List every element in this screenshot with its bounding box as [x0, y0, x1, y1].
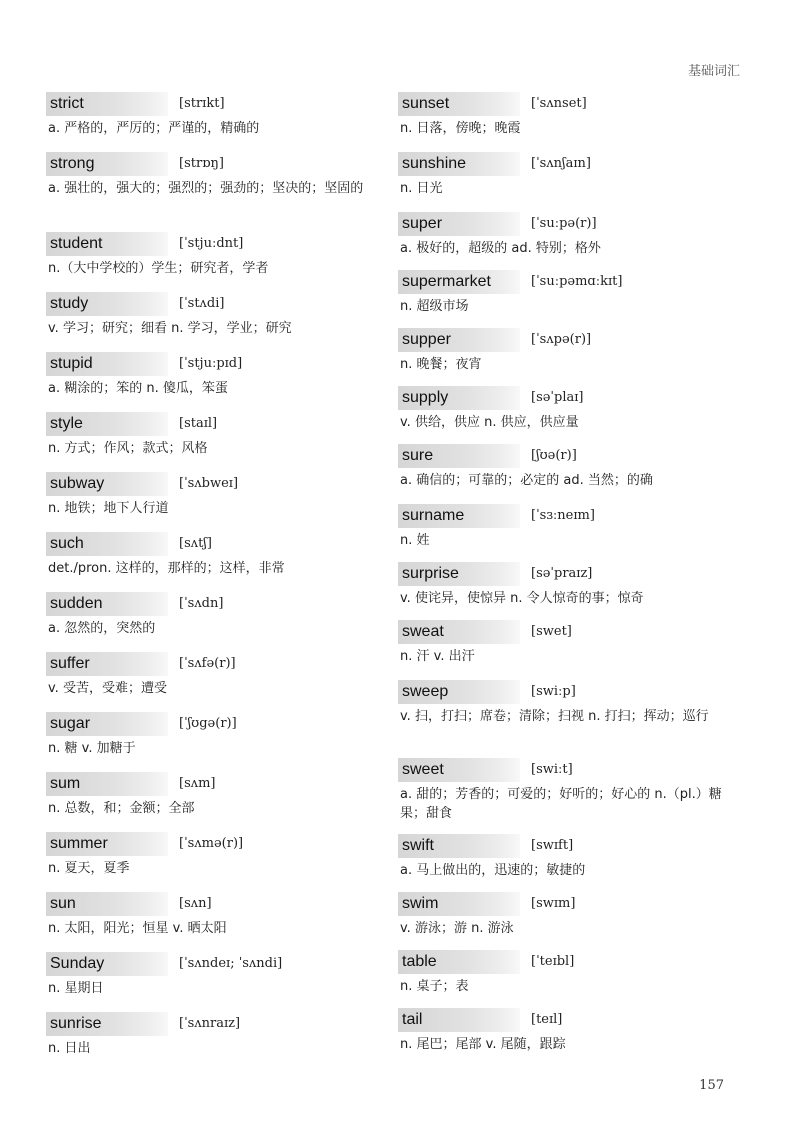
definition: a. 糊涂的；笨的 n. 傻瓜，笨蛋: [48, 381, 228, 396]
phonetic-transcription: [swɪm]: [531, 896, 576, 911]
phonetic-transcription: [teɪl]: [531, 1012, 563, 1027]
dictionary-entry: [398, 504, 728, 550]
definition: n. 汗 v. 出汗: [400, 649, 475, 664]
dictionary-entry: [46, 532, 376, 578]
headword: sudden: [46, 592, 168, 616]
phonetic-transcription: [swiːp]: [531, 684, 576, 699]
definition: n. 地铁；地下人行道: [48, 501, 169, 516]
dictionary-entry: [398, 834, 728, 880]
definition: n.（大中学校的）学生；研究者，学者: [48, 261, 269, 276]
phonetic-transcription: [ˈsɜːneɪm]: [531, 508, 595, 523]
entry-headword-row: [46, 472, 376, 497]
definition: a. 甜的；芳香的；可爱的；好听的；好心的 n.（pl.）糖果；甜食: [400, 787, 722, 821]
headword: supermarket: [398, 270, 520, 294]
phonetic-transcription: [ˈsʌnraɪz]: [179, 1016, 241, 1031]
dictionary-entry: [46, 952, 376, 998]
dictionary-entry: [46, 232, 376, 278]
definition: v. 使诧异，使惊异 n. 令人惊奇的事；惊奇: [400, 591, 644, 606]
entry-headword-row: [398, 1008, 728, 1033]
headword: suffer: [46, 652, 168, 676]
phonetic-transcription: [səˈplaɪ]: [531, 390, 584, 405]
headword: supply: [398, 386, 520, 410]
phonetic-transcription: [ˈstjuːpɪd]: [179, 356, 243, 371]
dictionary-entry: [46, 892, 376, 938]
entry-headword-row: [398, 620, 728, 645]
definition: n. 姓: [400, 533, 430, 548]
dictionary-entry: [46, 832, 376, 878]
headword: study: [46, 292, 168, 316]
dictionary-entry: [398, 950, 728, 996]
dictionary-entry: [398, 92, 728, 138]
phonetic-transcription: [ˈsʌnʃaɪn]: [531, 156, 591, 171]
definition: n. 桌子；表: [400, 979, 469, 994]
definition: n. 日落，傍晚；晚霞: [400, 121, 521, 136]
definition: a. 强壮的，强大的；强烈的；强劲的；坚决的；坚固的: [48, 181, 364, 196]
dictionary-entry: [46, 152, 376, 198]
dictionary-entry: [46, 472, 376, 518]
dictionary-entry: [46, 772, 376, 818]
headword: sun: [46, 892, 168, 916]
entry-headword-row: [398, 950, 728, 975]
entry-headword-row: [46, 892, 376, 917]
phonetic-transcription: [ˈsʌpə(r)]: [531, 332, 592, 347]
entry-headword-row: [398, 386, 728, 411]
entry-headword-row: [46, 712, 376, 737]
section-header: 基础词汇: [687, 64, 740, 79]
definition: a. 忽然的，突然的: [48, 621, 156, 636]
phonetic-transcription: [strɪkt]: [179, 96, 225, 111]
phonetic-transcription: [ˈteɪbl]: [531, 954, 575, 969]
entry-headword-row: [46, 592, 376, 617]
dictionary-entry: [46, 292, 376, 338]
headword: sunrise: [46, 1012, 168, 1036]
phonetic-transcription: [ˈstjuːdnt]: [179, 236, 244, 251]
entry-headword-row: [398, 834, 728, 859]
dictionary-entry: [46, 92, 376, 138]
headword: sweep: [398, 680, 520, 704]
headword: surprise: [398, 562, 520, 586]
phonetic-transcription: [swiːt]: [531, 762, 573, 777]
entry-headword-row: [398, 892, 728, 917]
entry-headword-row: [398, 152, 728, 177]
definition: a. 马上做出的，迅速的；敏捷的: [400, 863, 586, 878]
entry-headword-row: [398, 212, 728, 237]
definition: v. 学习；研究；细看 n. 学习，学业；研究: [48, 321, 292, 336]
dictionary-entry: [398, 270, 728, 316]
headword: swim: [398, 892, 520, 916]
phonetic-transcription: [strɒŋ]: [179, 156, 224, 171]
definition: det./pron. 这样的，那样的；这样，非常: [48, 561, 285, 576]
headword: subway: [46, 472, 168, 496]
definition: n. 日出: [48, 1041, 91, 1056]
headword: sweet: [398, 758, 520, 782]
entry-headword-row: [46, 1012, 376, 1037]
phonetic-transcription: [swɪft]: [531, 838, 574, 853]
phonetic-transcription: [ʃʊə(r)]: [531, 448, 577, 463]
headword: tail: [398, 1008, 520, 1032]
headword: summer: [46, 832, 168, 856]
phonetic-transcription: [sʌn]: [179, 896, 212, 911]
headword: Sunday: [46, 952, 168, 976]
entry-headword-row: [398, 270, 728, 295]
entry-headword-row: [46, 652, 376, 677]
dictionary-entry: [398, 680, 728, 726]
phonetic-transcription: [swet]: [531, 624, 572, 639]
phonetic-transcription: [ˈsʌfə(r)]: [179, 656, 236, 671]
entry-headword-row: [46, 92, 376, 117]
phonetic-transcription: [ˈsʌndeɪ; ˈsʌndi]: [179, 956, 283, 971]
definition: n. 太阳，阳光；恒星 v. 晒太阳: [48, 921, 227, 936]
headword: super: [398, 212, 520, 236]
headword: swift: [398, 834, 520, 858]
dictionary-entry: [398, 152, 728, 198]
phonetic-transcription: [ˈsʌmə(r)]: [179, 836, 244, 851]
entry-headword-row: [46, 532, 376, 557]
headword: such: [46, 532, 168, 556]
entry-headword-row: [398, 680, 728, 705]
definition: n. 方式；作风；款式；风格: [48, 441, 208, 456]
dictionary-entry: [398, 212, 728, 258]
headword: table: [398, 950, 520, 974]
dictionary-entry: [46, 592, 376, 638]
definition: v. 供给，供应 n. 供应，供应量: [400, 415, 579, 430]
dictionary-entry: [398, 1008, 728, 1054]
entry-headword-row: [46, 232, 376, 257]
dictionary-entry: [46, 412, 376, 458]
entry-headword-row: [398, 328, 728, 353]
page-number: 157: [699, 1078, 724, 1093]
dictionary-entry: [398, 328, 728, 374]
definition: n. 星期日: [48, 981, 104, 996]
headword: style: [46, 412, 168, 436]
headword: strict: [46, 92, 168, 116]
definition: v. 扫，打扫；席卷；清除；扫视 n. 打扫；挥动；巡行: [400, 709, 709, 724]
phonetic-transcription: [staɪl]: [179, 416, 218, 431]
dictionary-entry: [398, 892, 728, 938]
headword: surname: [398, 504, 520, 528]
entry-headword-row: [398, 758, 728, 783]
entry-headword-row: [46, 152, 376, 177]
phonetic-transcription: [ˈsuːpəmɑːkɪt]: [531, 274, 623, 289]
phonetic-transcription: [ˈsuːpə(r)]: [531, 216, 597, 231]
entry-headword-row: [46, 952, 376, 977]
dictionary-entry: [398, 562, 728, 608]
headword: stupid: [46, 352, 168, 376]
headword: strong: [46, 152, 168, 176]
definition: a. 确信的；可靠的；必定的 ad. 当然；的确: [400, 473, 653, 488]
phonetic-transcription: [sʌtʃ]: [179, 536, 212, 551]
definition: n. 日光: [400, 181, 443, 196]
definition: n. 尾巴；尾部 v. 尾随，跟踪: [400, 1037, 566, 1052]
entry-headword-row: [398, 444, 728, 469]
definition: n. 晚餐；夜宵: [400, 357, 482, 372]
phonetic-transcription: [ˈsʌdn]: [179, 596, 224, 611]
headword: sugar: [46, 712, 168, 736]
phonetic-transcription: [səˈpraɪz]: [531, 566, 593, 581]
dictionary-entry: [398, 620, 728, 666]
headword: sunset: [398, 92, 520, 116]
dictionary-entry: [398, 386, 728, 432]
dictionary-entry: [398, 758, 728, 823]
entry-headword-row: [46, 832, 376, 857]
phonetic-transcription: [sʌm]: [179, 776, 216, 791]
dictionary-entry: [398, 444, 728, 490]
headword: sure: [398, 444, 520, 468]
definition: n. 糖 v. 加糖于: [48, 741, 136, 756]
headword: sweat: [398, 620, 520, 644]
definition: n. 超级市场: [400, 299, 469, 314]
entry-headword-row: [46, 292, 376, 317]
definition: n. 夏天，夏季: [48, 861, 130, 876]
dictionary-entry: [46, 712, 376, 758]
phonetic-transcription: [ˈstʌdi]: [179, 296, 225, 311]
headword: sunshine: [398, 152, 520, 176]
entry-headword-row: [398, 504, 728, 529]
phonetic-transcription: [ˈʃʊgə(r)]: [179, 716, 237, 731]
phonetic-transcription: [ˈsʌbweɪ]: [179, 476, 239, 491]
headword: student: [46, 232, 168, 256]
headword: supper: [398, 328, 520, 352]
dictionary-entry: [46, 1012, 376, 1058]
headword: sum: [46, 772, 168, 796]
dictionary-entry: [46, 652, 376, 698]
entry-headword-row: [46, 412, 376, 437]
entry-headword-row: [398, 92, 728, 117]
entry-headword-row: [46, 352, 376, 377]
definition: v. 游泳；游 n. 游泳: [400, 921, 514, 936]
dictionary-entry: [46, 352, 376, 398]
definition: a. 严格的，严厉的；严谨的，精确的: [48, 121, 260, 136]
definition: n. 总数，和；金额；全部: [48, 801, 195, 816]
entry-headword-row: [398, 562, 728, 587]
definition: v. 受苦，受难；遭受: [48, 681, 167, 696]
entry-headword-row: [46, 772, 376, 797]
definition: a. 极好的，超级的 ad. 特别；格外: [400, 241, 601, 256]
phonetic-transcription: [ˈsʌnset]: [531, 96, 587, 111]
